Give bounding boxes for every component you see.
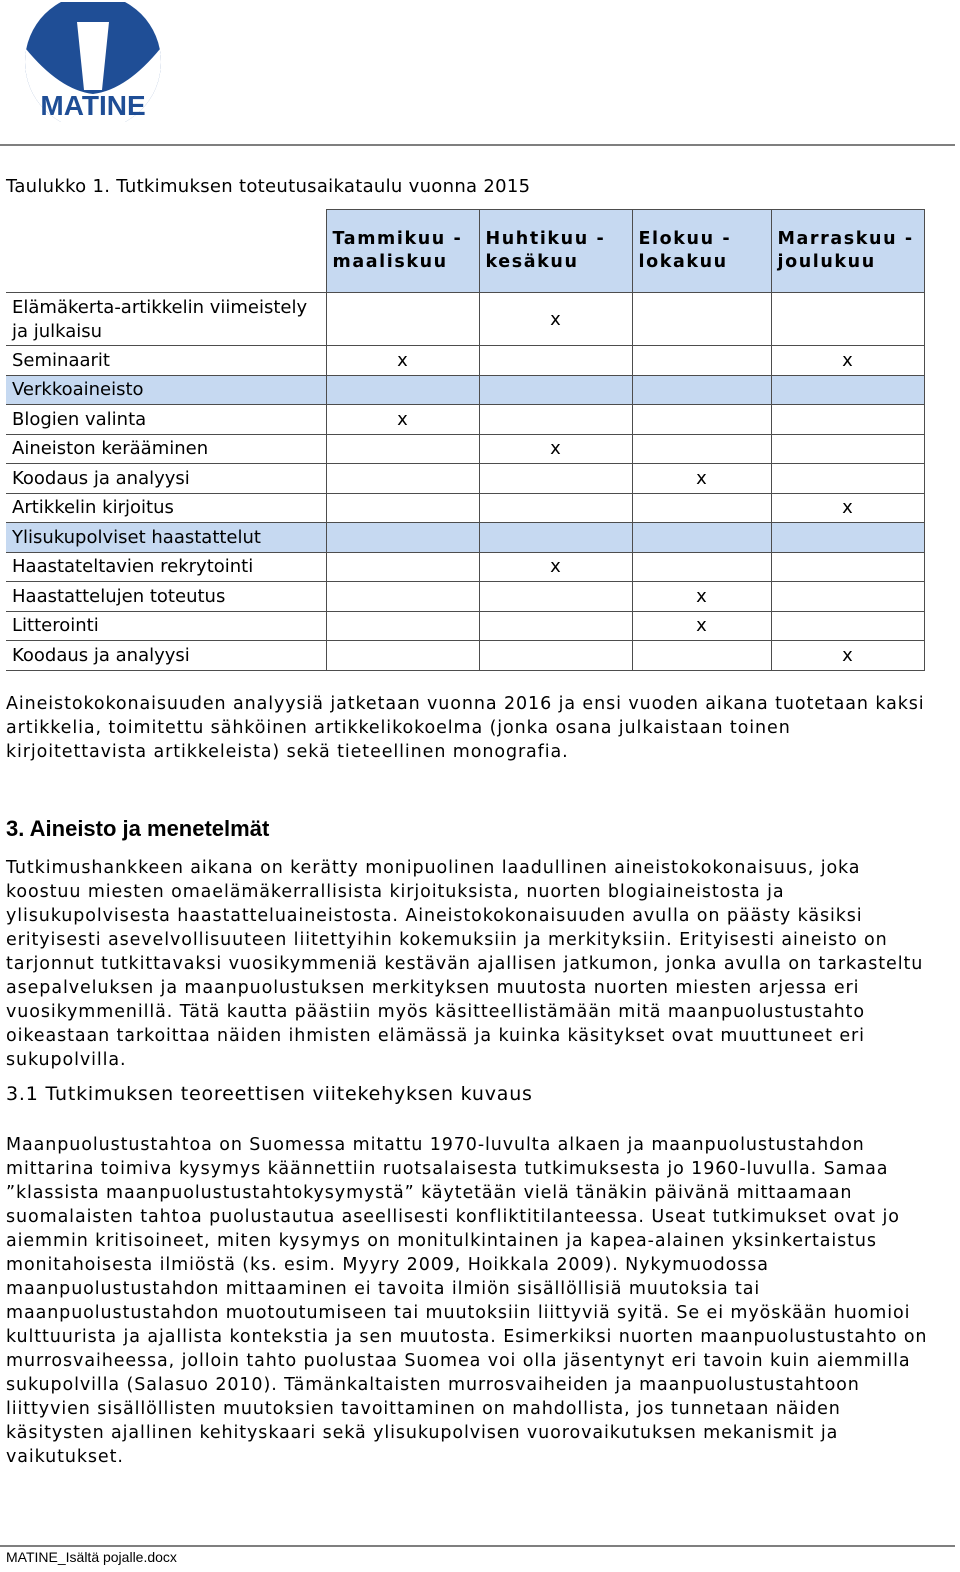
row-mark (771, 611, 924, 641)
header-rule (0, 144, 955, 146)
footer-rule (0, 1545, 955, 1547)
row-mark (632, 552, 771, 582)
row-mark (771, 375, 924, 405)
row-label: Elämäkerta-artikkelin viimeistely ja julkaisu (6, 293, 326, 346)
row-mark (479, 523, 632, 553)
table-group-row (6, 523, 924, 553)
row-mark: x (479, 293, 632, 346)
table-row (6, 641, 924, 671)
table-row (6, 405, 924, 435)
row-mark (326, 464, 479, 494)
row-mark (632, 293, 771, 346)
row-mark (326, 552, 479, 582)
table-followup-paragraph: Aineistokokonaisuuden analyysiä jatketaan vuonna 2016 ja ensi vuoden aikana tuotetaan kaksi artikkelia, toimitettu sähköinen artikkelikokoelma (jonka osana julkaistaan toinen kirjoitettavista artikkeleista) sekä tieteellinen monografia. (6, 694, 925, 762)
table-caption: Taulukko 1. Tutkimuksen toteutusaikataulu vuonna 2015 (6, 176, 531, 197)
row-mark (479, 375, 632, 405)
subsection-heading: 3.1 Tutkimuksen teoreettisen viitekehyksen kuvaus (6, 1083, 533, 1105)
row-mark: x (632, 611, 771, 641)
row-mark (771, 464, 924, 494)
row-mark (771, 434, 924, 464)
table-header-row (6, 210, 924, 293)
table-row (6, 464, 924, 494)
row-mark (326, 375, 479, 405)
col-header-q3: Elokuu - lokakuu (632, 210, 771, 293)
row-label: Koodaus ja analyysi (6, 641, 326, 671)
row-mark (632, 346, 771, 376)
row-mark (479, 611, 632, 641)
row-mark (632, 523, 771, 553)
row-label: Blogien valinta (6, 405, 326, 435)
row-mark: x (771, 641, 924, 671)
row-mark: x (479, 552, 632, 582)
row-label: Litterointi (6, 611, 326, 641)
row-mark (326, 582, 479, 612)
row-label: Aineiston kerääminen (6, 434, 326, 464)
row-mark (632, 375, 771, 405)
row-label: Haastateltavien rekrytointi (6, 552, 326, 582)
row-mark (326, 641, 479, 671)
row-mark (632, 493, 771, 523)
table-row (6, 493, 924, 523)
row-mark (771, 293, 924, 346)
table-row (6, 293, 924, 346)
table-row (6, 611, 924, 641)
row-mark (771, 405, 924, 435)
row-mark (479, 582, 632, 612)
matine-logo (22, 2, 164, 122)
subsection-paragraph: Maanpuolustustahtoa on Suomessa mitattu 1970-luvulta alkaen ja maanpuolustustahdon mittarina toimiva kysymys käännettiin ruotsalaisesta tutkimuksesta jo 1960-luvulla. Samaa ”klassista maanpuolustustahtokysymystä” käytetään vielä tänäkin päivänä mittaamaan suomalaisten tahtoa puolustautua aseellisesti konfliktitilanteessa. Useat tutkimukset ovat jo aiemmin kritisoineet, miten kysymys on monitulkintainen ja kapea-alainen yksinkertaistus monitahoisesta ilmiöstä (ks. esim. Myyry 2009, Hoikkala 2009). Nykymuodossa maanpuolustustahdon mittaaminen ei tavoita ilmiön sisällöllisiä muutoksia tai maanpuolustustahdon muotoutumiseen tai muutoksiin liittyviä syitä. Se ei myöskään huomioi kulttuurista ja ajallista kontekstia ja sen muutosta. Esimerkiksi nuorten maanpuolustustahto on murrosvaiheessa, jolloin tahto puolustaa Suomea voi olla jäsentynyt eri tavoin kuin aiemmilla sukupolvilla (Salasuo 2010). Tämänkaltaisten murrosvaiheiden ja maanpuolustustahtoon liittyvien sisällöllisten muutoksien tavoittaminen on mahdollista, jos tunnetaan näiden käsitysten ajallinen kehityskaari sekä ylisukupolvisen vuorovaikutuksen mekanismit ja vaikutukset. (6, 1135, 928, 1467)
col-header-q2: Huhtikuu - kesäkuu (479, 210, 632, 293)
row-mark: x (771, 346, 924, 376)
row-mark (771, 552, 924, 582)
row-mark (479, 346, 632, 376)
row-mark: x (326, 346, 479, 376)
row-label: Haastattelujen toteutus (6, 582, 326, 612)
row-mark: x (771, 493, 924, 523)
row-label: Artikkelin kirjoitus (6, 493, 326, 523)
section-paragraph: Tutkimushankkeen aikana on kerätty monipuolinen laadullinen aineistokokonaisuus, joka koostuu miesten omaelämäkerrallisista kirjoituksista, nuorten blogiaineistosta ja ylisukupolvisesta haastatteluaineistosta. Aineistokokonaisuuden avulla on päästy käsiksi erityisesti asevelvollisuuteen liitettyihin kokemuksiin ja merkityksiin. Erityisesti aineisto on tarjonnut tutkittavaksi vuosikymmeniä kestävän ajallisen jatkumon, jonka avulla on tarkasteltu asepalveluksen ja maanpuolustuksen merkityksen muutosta nuorten miesten arjessa eri vuosikymmenillä. Tätä kautta päästiin myös käsitteellistämään mitä maanpuolustustahto oikeastaan tarkoittaa näiden ihmisten elämässä ja kuinka käsitykset ovat muuttuneet eri sukupolvilla. (6, 858, 924, 1070)
row-mark (326, 434, 479, 464)
table-corner (6, 210, 326, 293)
row-mark (771, 582, 924, 612)
row-mark (479, 493, 632, 523)
row-mark (326, 523, 479, 553)
matine-logo-emblem (22, 2, 164, 122)
table-row (6, 552, 924, 582)
row-mark (326, 611, 479, 641)
row-mark: x (632, 582, 771, 612)
row-mark (479, 641, 632, 671)
row-mark (326, 493, 479, 523)
footer-filename: MATINE_Isältä pojalle.docx (6, 1549, 177, 1565)
row-mark (632, 641, 771, 671)
row-mark (479, 405, 632, 435)
group-label: Ylisukupolviset haastattelut (6, 523, 326, 553)
row-label: Koodaus ja analyysi (6, 464, 326, 494)
schedule-table (6, 209, 925, 671)
table-row (6, 434, 924, 464)
row-mark: x (479, 434, 632, 464)
table-group-row (6, 375, 924, 405)
row-mark (479, 464, 632, 494)
section-heading: 3. Aineisto ja menetelmät (6, 816, 270, 841)
row-mark: x (326, 405, 479, 435)
row-mark (771, 523, 924, 553)
row-mark (632, 405, 771, 435)
table-row (6, 346, 924, 376)
table-row (6, 582, 924, 612)
col-header-q4: Marraskuu - joulukuu (771, 210, 924, 293)
row-mark: x (632, 464, 771, 494)
row-mark (326, 293, 479, 346)
col-header-q1: Tammikuu - maaliskuu (326, 210, 479, 293)
row-label: Seminaarit (6, 346, 326, 376)
group-label: Verkkoaineisto (6, 375, 326, 405)
row-mark (632, 434, 771, 464)
logo-text: MATINE (40, 90, 146, 121)
